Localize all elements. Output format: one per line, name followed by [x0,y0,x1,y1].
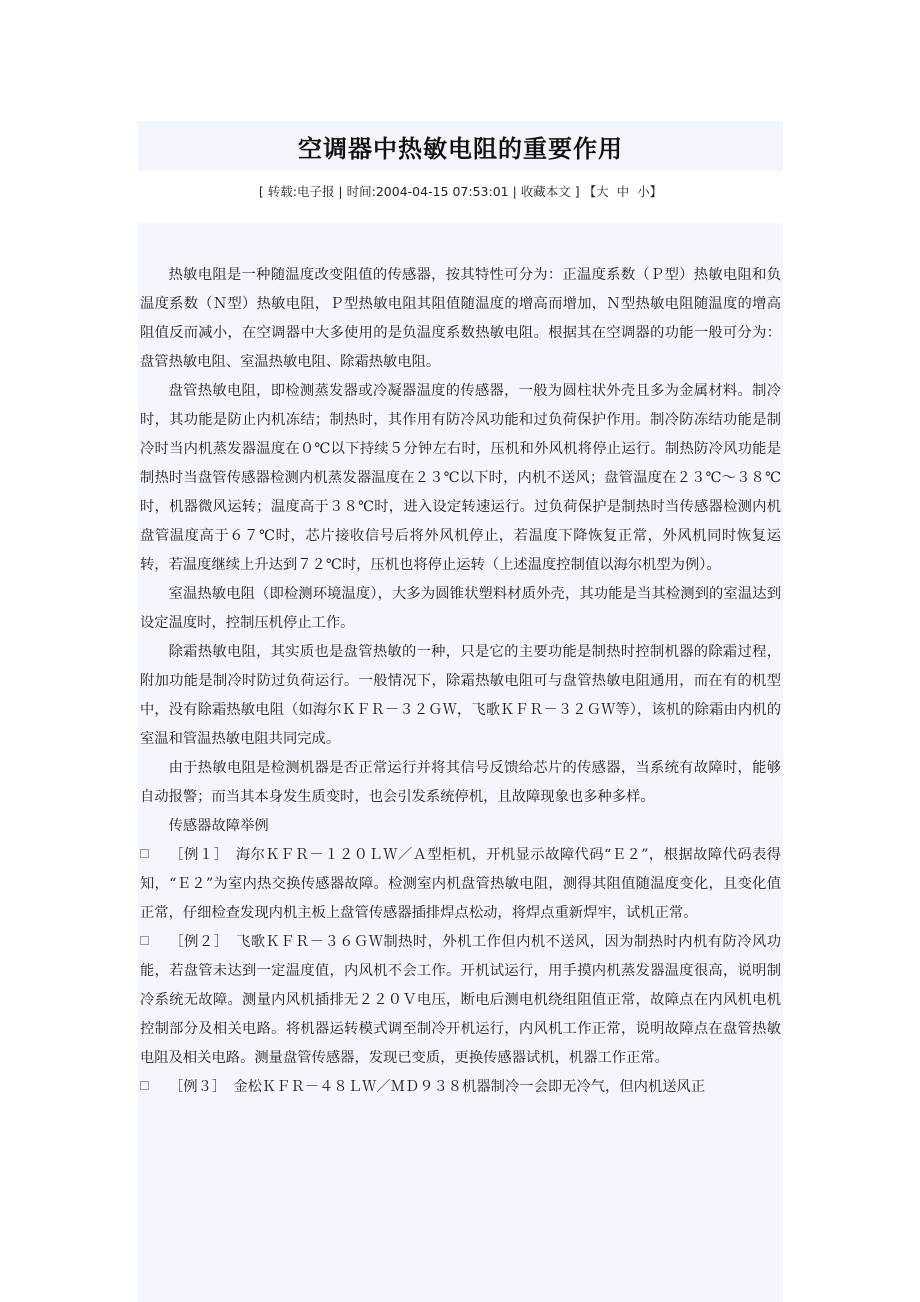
example-text: ［例２］ 飞歌ＫＦＲ－３６ＧＷ制热时，外机工作但内机不送风，因为制热时内机有防冷风功能，若盘管未达到一定温度值，内风机不会工作。开机试运行，用手摸内机蒸发器温度很高，说明制冷系统无故障。测量内风机插排无２２０Ｖ电压，断电后测电机绕组阻值正常，故障点在内风机电机控制部分及相关电路。将机器运转模式调至制冷开机运行，内风机工作正常，说明故障点在盘管热敏电阻及相关电路。测量盘管传感器，发现已变质，更换传感器试机，机器工作正常。 [140,934,781,1066]
font-size-medium-link[interactable]: 中 [616,184,630,199]
meta-close-bracket: ] [570,184,584,199]
section-heading: 传感器故障举例 [168,818,269,834]
paragraph: 热敏电阻是一种随温度改变阻值的传感器，按其特性可分为：正温度系数（Ｐ型）热敏电阻和负温度系数（Ｎ型）热敏电阻，Ｐ型热敏电阻其阻值随温度的增高而增加，Ｎ型热敏电阻随温度的增高阻值反而减小，在空调器中大多使用的是负温度系数热敏电阻。根据其在空调器的功能一般可分为：盘管热敏电阻、室温热敏电阻、除霜热敏电阻。 [140,267,781,370]
font-size-open: 【 [583,184,597,199]
page-title: 空调器中热敏电阻的重要作用 [298,134,623,163]
bullet-square-icon [140,849,149,858]
meta-separator: | [334,184,347,199]
example-text: ［例１］ 海尔ＫＦＲ－１２０ＬＷ／Ａ型柜机，开机显示故障代码“Ｅ２”，根据故障代码表得知，“Ｅ２”为室内热交换传感器故障。检测室内机盘管热敏电阻，测得其阻值随温度变化，且变化值正常，仔细检查发现内机主板上盘管传感器插排焊点松动，将焊点重新焊牢，试机正常。 [140,847,781,921]
meta-separator: | [508,184,521,199]
paragraph: 盘管热敏电阻，即检测蒸发器或冷凝器温度的传感器，一般为圆柱状外壳且多为金属材料。制冷时，其功能是防止内机冻结；制热时，其作用有防冷风功能和过负荷保护作用。制冷防冻结功能是制冷时当内机蒸发器温度在０℃以下持续５分钟左右时，压机和外风机将停止运行。制热防冷风功能是制热时当盘管传感器检测内机蒸发器温度在２３℃以下时，内机不送风；盘管温度在２３℃～３８℃时，机器微风运转；温度高于３８℃时，进入设定转速运行。过负荷保护是制热时当传感器检测内机盘管温度高于６７℃时，芯片接收信号后将外风机停止，若温度下降恢复正常，外风机同时恢复运转，若温度继续上升达到７２℃时，压机也将停止运转（上述温度控制值以海尔机型为例）。 [140,383,781,573]
meta-open-bracket: [ [258,184,268,199]
paragraph: 由于热敏电阻是检测机器是否正常运行并将其信号反馈给芯片的传感器，当系统有故障时，能够自动报警；而当其本身发生质变时，也会引发系统停机，且故障现象也多种多样。 [140,760,781,805]
article-body [138,223,783,1302]
example-item [140,1073,781,1102]
paragraph: 除霜热敏电阻，其实质也是盘管热敏的一种，只是它的主要功能是制热时控制机器的除霜过程，附加功能是制冷时防过负荷运行。一般情况下，除霜热敏电阻可与盘管热敏电阻通用，而在有的机型中，没有除霜热敏电阻（如海尔ＫＦＲ－３２ＧＷ，飞歌ＫＦＲ－３２ＧＷ等），该机的除霜由内机的室温和管温热敏电阻共同完成。 [140,644,781,747]
font-size-large-link[interactable]: 大 [596,184,609,199]
article-meta [138,182,783,200]
meta-time: 时间:2004-04-15 07:53:01 [346,184,509,199]
example-text: ［例３］ 金松ＫＦＲ－４８ＬＷ／ＭＤ９３８机器制冷一会即无冷气，但内机送风正 [169,1079,706,1095]
font-size-small-link[interactable]: 小 [637,184,650,199]
example-item [140,841,781,928]
font-size-close: 】 [649,184,663,199]
bullet-square-icon [140,936,149,945]
collect-link[interactable]: 收藏本文 [520,184,571,199]
bullet-square-icon [140,1081,149,1090]
example-item [140,928,781,1073]
paragraph: 室温热敏电阻（即检测环境温度），大多为圆锥状塑料材质外壳，其功能是当其检测到的室温达到设定温度时，控制压机停止工作。 [140,586,781,631]
meta-source: 转载:电子报 [267,184,335,199]
title-bar [138,121,783,171]
